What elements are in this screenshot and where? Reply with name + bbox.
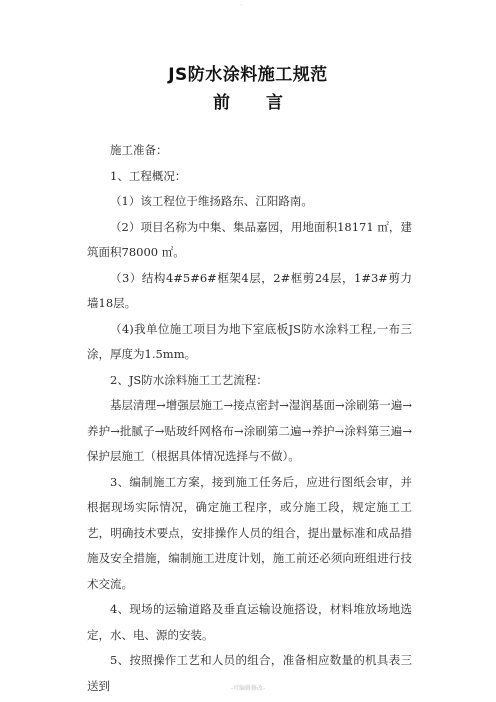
section-heading	[0, 88, 496, 113]
paragraph-process-flow: 基层清理→增强层施工→接点密封→湿润基面→涂刷第一遍→养护→批腻子→贴玻纤网格布→涂刷第二遍→养护→涂料第三遍→保护层施工（根据具体情况选择与不做）。	[87, 398, 412, 463]
paragraph-prep: 施工准备：	[110, 143, 168, 157]
paragraph-structure: （3）结构4#5#6#框架4层，2#框剪24层，1#3#剪力墙18层。	[87, 270, 412, 310]
paragraph-project-name: （2）项目名称为中集、集品嘉园，用地面积18171 ㎡，建筑面积78000 ㎡。	[87, 219, 412, 259]
paragraph-process-heading: 2、JS防水涂料施工工艺流程：	[110, 372, 268, 387]
paragraph-scope: （4)我单位施工项目为地下室底板JS防水涂料工程,一布三涂，厚度为1.5mm。	[87, 321, 412, 361]
paragraph-site: 4、现场的运输道路及垂直运输设施搭设，材料堆放场地选定，水、电、源的安装。	[87, 602, 412, 642]
page-footer: -可编辑修改-	[230, 685, 266, 692]
section-heading-right: 言	[266, 93, 283, 113]
header-mark: .	[240, 0, 242, 7]
paragraph-tools: 5、按照操作工艺和人员的组合，准备相应数量的机具表三送到	[87, 653, 412, 693]
document-title: JS防水涂料施工规范	[168, 65, 328, 85]
section-heading-left: 前	[213, 93, 230, 113]
paragraph-overview: 1、工程概况：	[110, 168, 187, 183]
paragraph-location: （1）该工程位于维扬路东、江阳路南。	[110, 194, 313, 208]
paragraph-plan: 3、编制施工方案，接到施工任务后，应进行图纸会审，并根据现场实际情况，确定施工程序，或分施工段，规定施工工艺，明确技术要点，安排操作人员的组合，提出量标准和成品措施及安全措施，编制施工进度计划，施工前还必须向班组进行技术交流。	[87, 474, 412, 591]
document-body	[87, 138, 412, 699]
